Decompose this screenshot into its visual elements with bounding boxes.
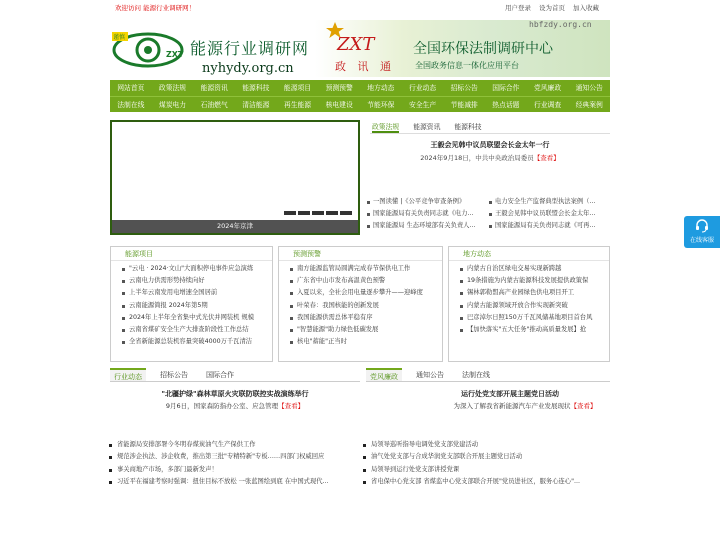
slider-dot[interactable]	[340, 211, 352, 215]
slider-dots	[284, 211, 352, 215]
tab-tender[interactable]: 招标公告	[160, 371, 188, 379]
svg-text:ZXT: ZXT	[166, 50, 184, 59]
box-local	[448, 246, 610, 362]
list-item[interactable]: 局领导巡听指导电调处党支部党建活动	[362, 439, 610, 451]
banner-subtitle: 全国政务信息一体化应用平台	[415, 61, 519, 70]
list-item[interactable]: 规范涉企执法、涉企收费，推出第三批"专精特新"专板……四部门权威回应	[108, 451, 360, 463]
list-item[interactable]: 云南省煤矿安全生产大排查阶段性工作总结	[121, 324, 268, 336]
list-item[interactable]: 19条措施为内蒙古能源科技发展提供政策保	[459, 275, 605, 287]
nav-item-forecast[interactable]: 预测预警	[325, 84, 353, 92]
headline-summary	[370, 153, 610, 162]
list-item[interactable]: 2024年上半年全省集中式光伏并网装机 规模	[121, 312, 268, 324]
bottom-right-tabs	[366, 368, 610, 382]
nav-item-party[interactable]: 党风廉政	[533, 84, 562, 92]
tab-notice[interactable]: 通知公告	[416, 371, 444, 379]
list-item[interactable]: "云电 · 2024·文山"大面积停电事件应急演练	[121, 263, 268, 275]
news-tabs	[370, 120, 610, 134]
list-item[interactable]: 核电"蓄能"正当时	[289, 336, 438, 348]
headset-icon	[695, 219, 709, 233]
nav-item-coal[interactable]: 煤炭电力	[158, 101, 187, 109]
nav-item-clean[interactable]: 清洁能源	[242, 101, 270, 109]
news-grid	[366, 196, 614, 232]
bottom-right-list	[362, 439, 610, 489]
banner-brand-cn: 政 讯 通	[335, 60, 395, 73]
nav-item-law[interactable]: 法制在线	[117, 101, 145, 109]
nav-row-1	[110, 80, 610, 96]
login-link[interactable]: 用户登录	[505, 4, 531, 12]
feature-title[interactable]: 运行处党支部开展主题党日活动	[461, 390, 559, 398]
list-item[interactable]: 我国能源供需总体平稳有序	[289, 312, 438, 324]
list-item[interactable]: 叶荣春：我国核能的创新发展	[289, 300, 438, 312]
nav-item-projects[interactable]: 能源项目	[283, 84, 312, 92]
service-label: 在线客服	[689, 237, 714, 244]
top-links	[505, 3, 599, 12]
box-title[interactable]: 能源项目	[111, 247, 272, 261]
nav-item-tender[interactable]: 招标公告	[450, 84, 478, 92]
list-item[interactable]: 南方能源监管局圆满完成春节保供电工作	[289, 263, 438, 275]
list-item[interactable]: 巴彦淖尔日照150万千瓦风储基地项目首台风	[459, 312, 605, 324]
list-item[interactable]: 习近平在福建考察时强调：扭住目标不放松 一张蓝图绘到底 在中国式现代...	[108, 476, 360, 488]
nav-item-intl[interactable]: 国际合作	[492, 84, 520, 92]
banner-title: 全国环保法制调研中心	[413, 41, 553, 57]
tab-party[interactable]: 党风廉政	[366, 368, 402, 381]
slider-dot[interactable]	[326, 211, 338, 215]
headline-date: 2024年9月18日，中共中央政治局委员	[420, 154, 534, 162]
list-item[interactable]: 云南电力供需形势持续向好	[121, 275, 268, 287]
list-item[interactable]: 电力安全生产监督典型执法案例（...	[488, 196, 610, 208]
view-more-link[interactable]: 【查看】	[278, 402, 305, 410]
tab-law[interactable]: 法制在线	[462, 371, 490, 379]
list-item[interactable]: 油气处党支部与合成华润党支部联合开展主题党日活动	[362, 451, 610, 463]
list-item[interactable]: "智慧能源"助力绿色低碳发展	[289, 324, 438, 336]
bottom-left-tabs	[110, 368, 360, 382]
list-item[interactable]: 锡林郭勒盟高产业园绿色供电项目开工	[459, 287, 605, 299]
slider-dot[interactable]	[298, 211, 310, 215]
list-item[interactable]: 广东省中山市发布高温黄色预警	[289, 275, 438, 287]
list-item[interactable]: 王毅会见韩中议员联盟会长金太年...	[488, 208, 610, 220]
nav-item-industry[interactable]: 行业动态	[408, 84, 437, 92]
tab-news[interactable]: 能源资讯	[413, 123, 441, 131]
list-item[interactable]: 局领导到运行处党支部讲授党课	[362, 464, 610, 476]
list-item[interactable]: 国家能源局有关负责同志就《可再...	[488, 220, 610, 232]
add-favorite-link[interactable]: 加入收藏	[573, 4, 599, 12]
header-banner[interactable]	[315, 20, 610, 77]
svg-text:谨慎: 谨慎	[113, 34, 126, 41]
site-domain: nyhydy.org.cn	[202, 61, 294, 76]
nav-item-notice[interactable]: 通知公告	[575, 84, 603, 92]
box-title[interactable]: 地方动态	[449, 247, 609, 261]
feature-summary	[110, 401, 360, 412]
headline[interactable]: 王毅会见韩中议员联盟会长金太年一行	[430, 141, 550, 149]
slider-dot[interactable]	[312, 211, 324, 215]
site-title: 能源行业调研网	[190, 39, 310, 58]
view-more-link[interactable]: 【查看】	[570, 402, 597, 410]
nav-item-policy[interactable]: 政策法规	[158, 84, 187, 92]
nav-item-safety[interactable]: 安全生产	[408, 101, 437, 109]
nav-item-renewable[interactable]: 再生能源	[283, 101, 312, 109]
nav-item-news[interactable]: 能源资讯	[200, 84, 228, 92]
nav-item-eco[interactable]: 节能环保	[367, 101, 395, 109]
feature-summary	[440, 401, 610, 412]
feature-text: 9月6日，国家森防指办公室、应急管理	[165, 402, 279, 410]
nav-item-local[interactable]: 地方动态	[367, 84, 395, 92]
list-item[interactable]: 事关商地产市场，多部门最新发声！	[108, 464, 360, 476]
tab-tech[interactable]: 能源科技	[454, 123, 482, 131]
tab-industry[interactable]: 行业动态	[110, 368, 146, 381]
set-homepage-link[interactable]: 设为首页	[539, 4, 565, 12]
banner-domain: hbfzdy.org.cn	[529, 20, 592, 29]
list-item[interactable]: 内蒙古自治区绿电交易实现新跨越	[459, 263, 605, 275]
top-bar	[0, 0, 720, 14]
nav-item-cases[interactable]: 经典案例	[575, 101, 603, 109]
list-item[interactable]: 省能源局安排部署今冬明春煤炭油气生产保供工作	[108, 439, 360, 451]
site-header	[110, 14, 610, 78]
online-service-button[interactable]	[684, 216, 720, 248]
box-projects	[110, 246, 273, 362]
nav-item-nuclear[interactable]: 核电建设	[325, 101, 353, 109]
nav-row-2	[110, 96, 610, 112]
nav-item-emission[interactable]: 节能减排	[450, 101, 478, 109]
tab-intl[interactable]: 国际合作	[206, 371, 234, 379]
welcome-text: 欢迎访问 能源行业调研网！	[115, 4, 196, 12]
list-item[interactable]: 云南能源简报 2024年第5期	[121, 300, 268, 312]
slider-dot[interactable]	[284, 211, 296, 215]
site-logo[interactable]	[110, 24, 315, 74]
bottom-left-list	[108, 439, 360, 489]
banner-brand: ZXT	[337, 34, 375, 55]
slider-caption[interactable]: 2024年京津	[112, 220, 358, 233]
list-item[interactable]: 上半年云南发用电增速全国居前	[121, 287, 268, 299]
box-title[interactable]: 预测预警	[279, 247, 442, 261]
main-nav	[110, 80, 610, 112]
nav-item-survey[interactable]: 行业调查	[533, 101, 562, 109]
list-item[interactable]: 全省新能源总装机容量突破4000万千瓦清洁	[121, 336, 268, 348]
box-forecast	[278, 246, 443, 362]
eye-logo-icon	[110, 30, 188, 70]
list-item[interactable]: 国家能源局 生态环境部有关负责人...	[366, 220, 488, 232]
list-item[interactable]: 内蒙古能源领域开放合作实现新突破	[459, 300, 605, 312]
list-item[interactable]: 一图读懂 |《公平竞争审查条例》	[366, 196, 488, 208]
nav-item-tech[interactable]: 能源科技	[242, 84, 270, 92]
list-item[interactable]: 【加快落实"五大任务"推动高质量发展】抢	[459, 324, 605, 336]
nav-item-home[interactable]: 网站首页	[117, 84, 145, 92]
tab-policy[interactable]: 政策法规	[372, 120, 399, 133]
feature-text: 为深入了解我省新能源汽车产业发展现状	[453, 402, 571, 410]
list-item[interactable]: 国家能源局有关负责同志就《电力...	[366, 208, 488, 220]
image-slider[interactable]	[110, 120, 360, 235]
nav-item-oil[interactable]: 石油燃气	[200, 101, 228, 109]
nav-item-hot[interactable]: 热点话题	[492, 101, 520, 109]
list-item[interactable]: 入夏以来，全社会用电量逐步攀升——迎峰度	[289, 287, 438, 299]
feature-title[interactable]: "北疆护绿"森林草原火灾联防联控实战演练举行	[161, 390, 309, 398]
list-item[interactable]: 省电保中心党支部 省煤监中心党支部联合开展"党员进社区，服务心连心"...	[362, 476, 610, 488]
view-more-link[interactable]: 【查看】	[533, 154, 560, 162]
